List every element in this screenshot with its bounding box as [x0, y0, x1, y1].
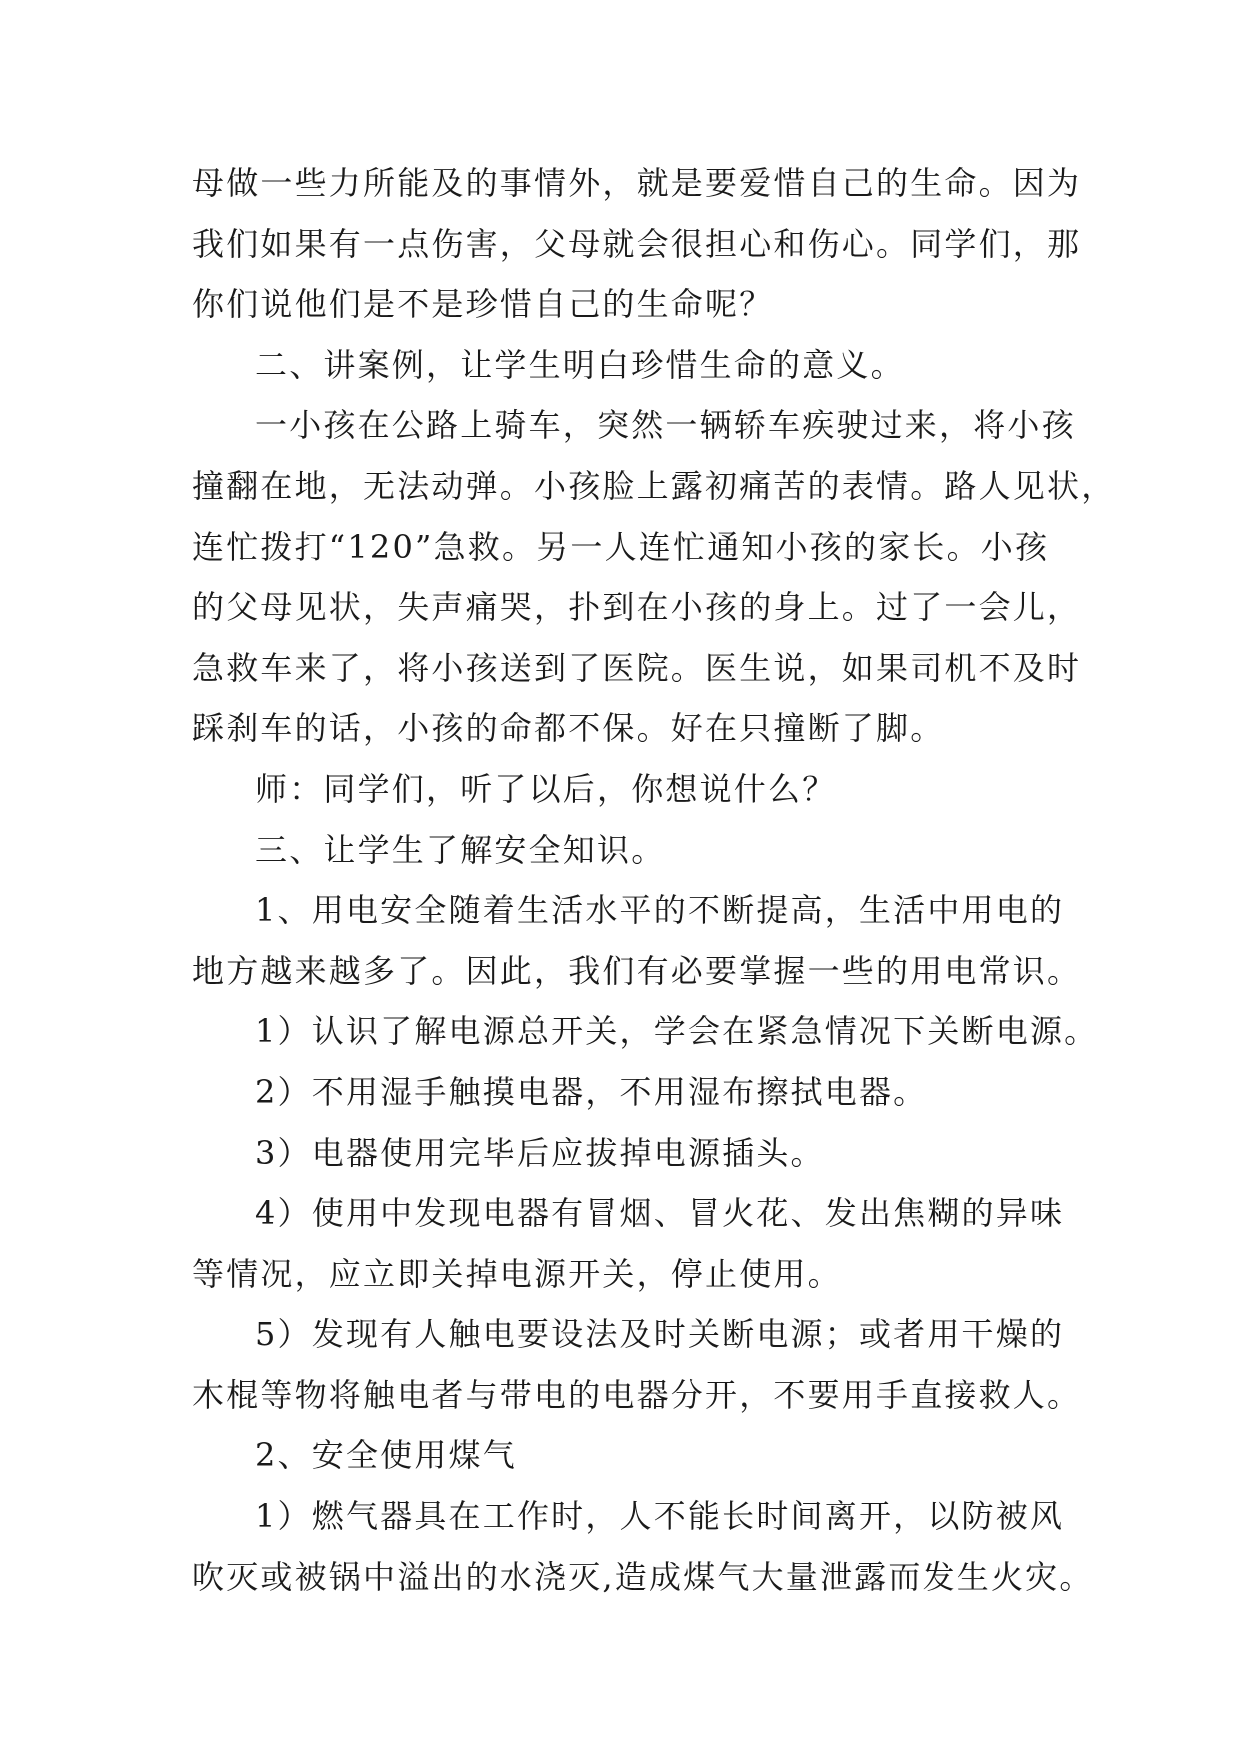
document-page — [192, 153, 1116, 1607]
list-item: 5）发现有人触电要设法及时关断电源；或者用干燥的 — [255, 1315, 1065, 1354]
text-line: 等情况，应立即关掉电源开关，停止使用。 — [192, 1254, 842, 1293]
text-line: 1、用电安全随着生活水平的不断提高，生活中用电的 — [255, 891, 1065, 930]
section-heading: 2、安全使用煤气 — [255, 1436, 517, 1475]
text-line: 母做一些力所能及的事情外，就是要爱惜自己的生命。因为 — [192, 164, 1082, 202]
text-line: 急救车来了，将小孩送到了医院。医生说，如果司机不及时 — [192, 648, 1082, 687]
text-line: 的父母见状，失声痛哭，扑到在小孩的身上。过了一会儿， — [192, 588, 1082, 627]
section-heading: 三、让学生了解安全知识。 — [255, 830, 666, 869]
list-item: 2）不用湿手触摸电器，不用湿布擦拭电器。 — [255, 1072, 928, 1111]
list-item: 3）电器使用完毕后应拔掉电源插头。 — [255, 1133, 825, 1172]
text-line: 师：同学们，听了以后，你想说什么？ — [255, 769, 837, 808]
section-heading: 二、讲案例，让学生明白珍惜生命的意义。 — [255, 345, 905, 384]
text-line: 踩刹车的话，小孩的命都不保。好在只撞断了脚。 — [192, 709, 945, 748]
text-line: 你们说他们是不是珍惜自己的生命呢？ — [192, 285, 774, 324]
text-line: 吹灭或被锅中溢出的水浇灭,造成煤气大量泄露而发生火灾。 — [192, 1557, 1094, 1596]
list-item: 4）使用中发现电器有冒烟、冒火花、发出焦糊的异味 — [255, 1194, 1065, 1233]
text-line: 连忙拨打“120”急救。另一人连忙通知小孩的家长。小孩 — [192, 527, 1050, 566]
list-item: 1）认识了解电源总开关，学会在紧急情况下关断电源。 — [255, 1012, 1099, 1051]
text-line: 木棍等物将触电者与带电的电器分开，不要用手直接救人。 — [192, 1375, 1082, 1414]
text-line: 我们如果有一点伤害，父母就会很担心和伤心。同学们，那 — [192, 224, 1082, 263]
text-line: 撞翻在地，无法动弹。小孩脸上露初痛苦的表情。路人见状， — [192, 466, 1116, 505]
list-item: 1）燃气器具在工作时，人不能长时间离开，以防被风 — [255, 1497, 1065, 1536]
text-line: 一小孩在公路上骑车，突然一辆轿车疾驶过来，将小孩 — [255, 406, 1076, 445]
text-line: 地方越来越多了。因此，我们有必要掌握一些的用电常识。 — [192, 951, 1082, 990]
